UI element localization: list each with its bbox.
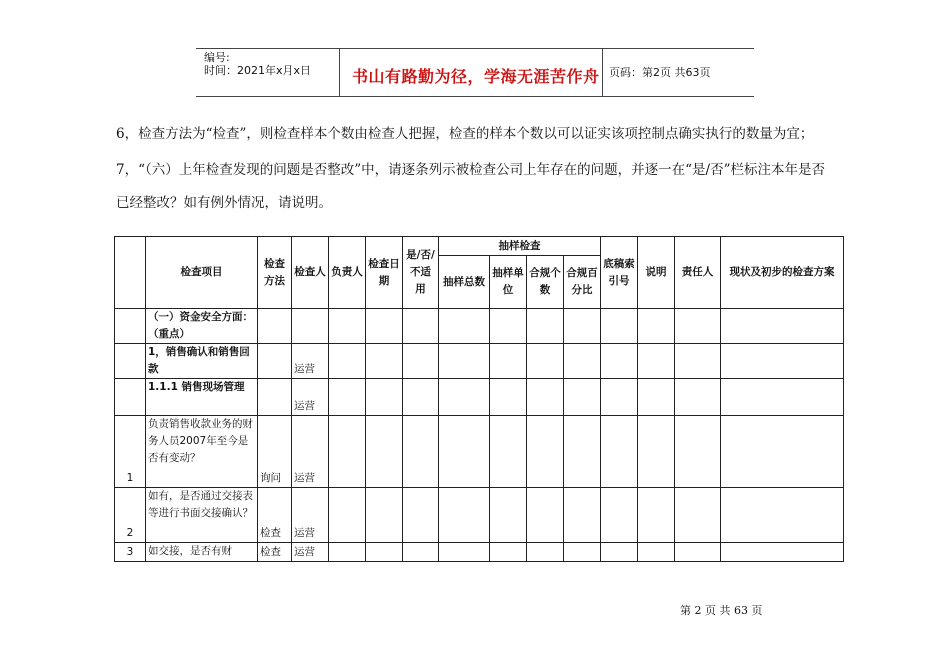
row-no: 1 <box>115 416 146 488</box>
header-plan: 现状及初步的检查方案 <box>721 237 844 309</box>
row-item: （一）资金安全方面：（重点） <box>146 309 258 344</box>
header-sample-group: 抽样检查 <box>439 237 601 256</box>
row-method: 询问 <box>258 416 292 488</box>
row-method <box>258 379 292 416</box>
row-inspector: 运营 <box>292 416 329 488</box>
row-item: 如交接，是否有财 <box>146 543 258 562</box>
inspection-table <box>114 236 844 562</box>
paragraph-7-cont: 已经整改？如有例外情况，请说明。 <box>116 195 332 211</box>
header-inspector: 检查人 <box>292 237 329 309</box>
header-owner: 责任人 <box>675 237 721 309</box>
table-row <box>115 309 844 344</box>
row-inspector <box>292 309 329 344</box>
header-motto: 书山有路勤为径，学海无涯苦作舟 <box>352 67 600 86</box>
table-row <box>115 344 844 379</box>
paragraph-6: 6，检查方法为“检查”，则检查样本个数由检查人把握，检查的样本个数以可以证实该项控制点确实执行的数量为宜； <box>116 126 814 142</box>
header-number-label: 编号: <box>204 51 230 64</box>
row-no: 2 <box>115 488 146 543</box>
table-row <box>115 416 844 488</box>
row-method <box>258 309 292 344</box>
header-sample-total: 抽样总数 <box>439 256 490 309</box>
header-divider-right <box>602 48 603 96</box>
header-item: 检查项目 <box>146 237 258 309</box>
row-method: 检查 <box>258 543 292 562</box>
row-inspector: 运营 <box>292 344 329 379</box>
header-sample-unit: 抽样单位 <box>490 256 527 309</box>
header-no <box>115 237 146 309</box>
header-date: 检查日期 <box>366 237 403 309</box>
table-header-row-1 <box>115 237 844 256</box>
header-top-rule <box>196 48 754 49</box>
header-time: 时间：2021年x月x日 <box>204 64 312 77</box>
header-responsible: 负责人 <box>329 237 366 309</box>
header-yes-no: 是/否/不适用 <box>403 237 439 309</box>
header-ref-no: 底稿索引号 <box>601 237 638 309</box>
row-item: 1，销售确认和销售回款 <box>146 344 258 379</box>
row-item: 负责销售收款业务的财务人员2007年至今是否有变动？ <box>146 416 258 488</box>
header-compliant-pct: 合规百分比 <box>564 256 601 309</box>
header-divider-left <box>339 48 340 96</box>
header-note: 说明 <box>638 237 675 309</box>
row-no <box>115 309 146 344</box>
header-method: 检查方法 <box>258 237 292 309</box>
table-row <box>115 488 844 543</box>
row-method <box>258 344 292 379</box>
row-no <box>115 344 146 379</box>
row-item: 如有，是否通过交接表等进行书面交接确认？ <box>146 488 258 543</box>
row-inspector: 运营 <box>292 488 329 543</box>
row-item: 1.1.1 销售现场管理 <box>146 379 258 416</box>
header-page-info: 页码：第2页 共63页 <box>609 66 711 79</box>
table-row <box>115 379 844 416</box>
row-no <box>115 379 146 416</box>
table-row <box>115 543 844 562</box>
header-bottom-rule <box>196 96 754 97</box>
footer-page-number: 第 2 页 共 63 页 <box>680 604 763 617</box>
paragraph-7: 7，“（六）上年检查发现的问题是否整改”中，请逐条列示被检查公司上年存在的问题，并逐一在“是/否”栏标注本年是否 <box>116 162 825 178</box>
row-method: 检查 <box>258 488 292 543</box>
row-no: 3 <box>115 543 146 562</box>
row-inspector: 运营 <box>292 379 329 416</box>
header-compliant-count: 合规个数 <box>527 256 564 309</box>
row-inspector: 运营 <box>292 543 329 562</box>
